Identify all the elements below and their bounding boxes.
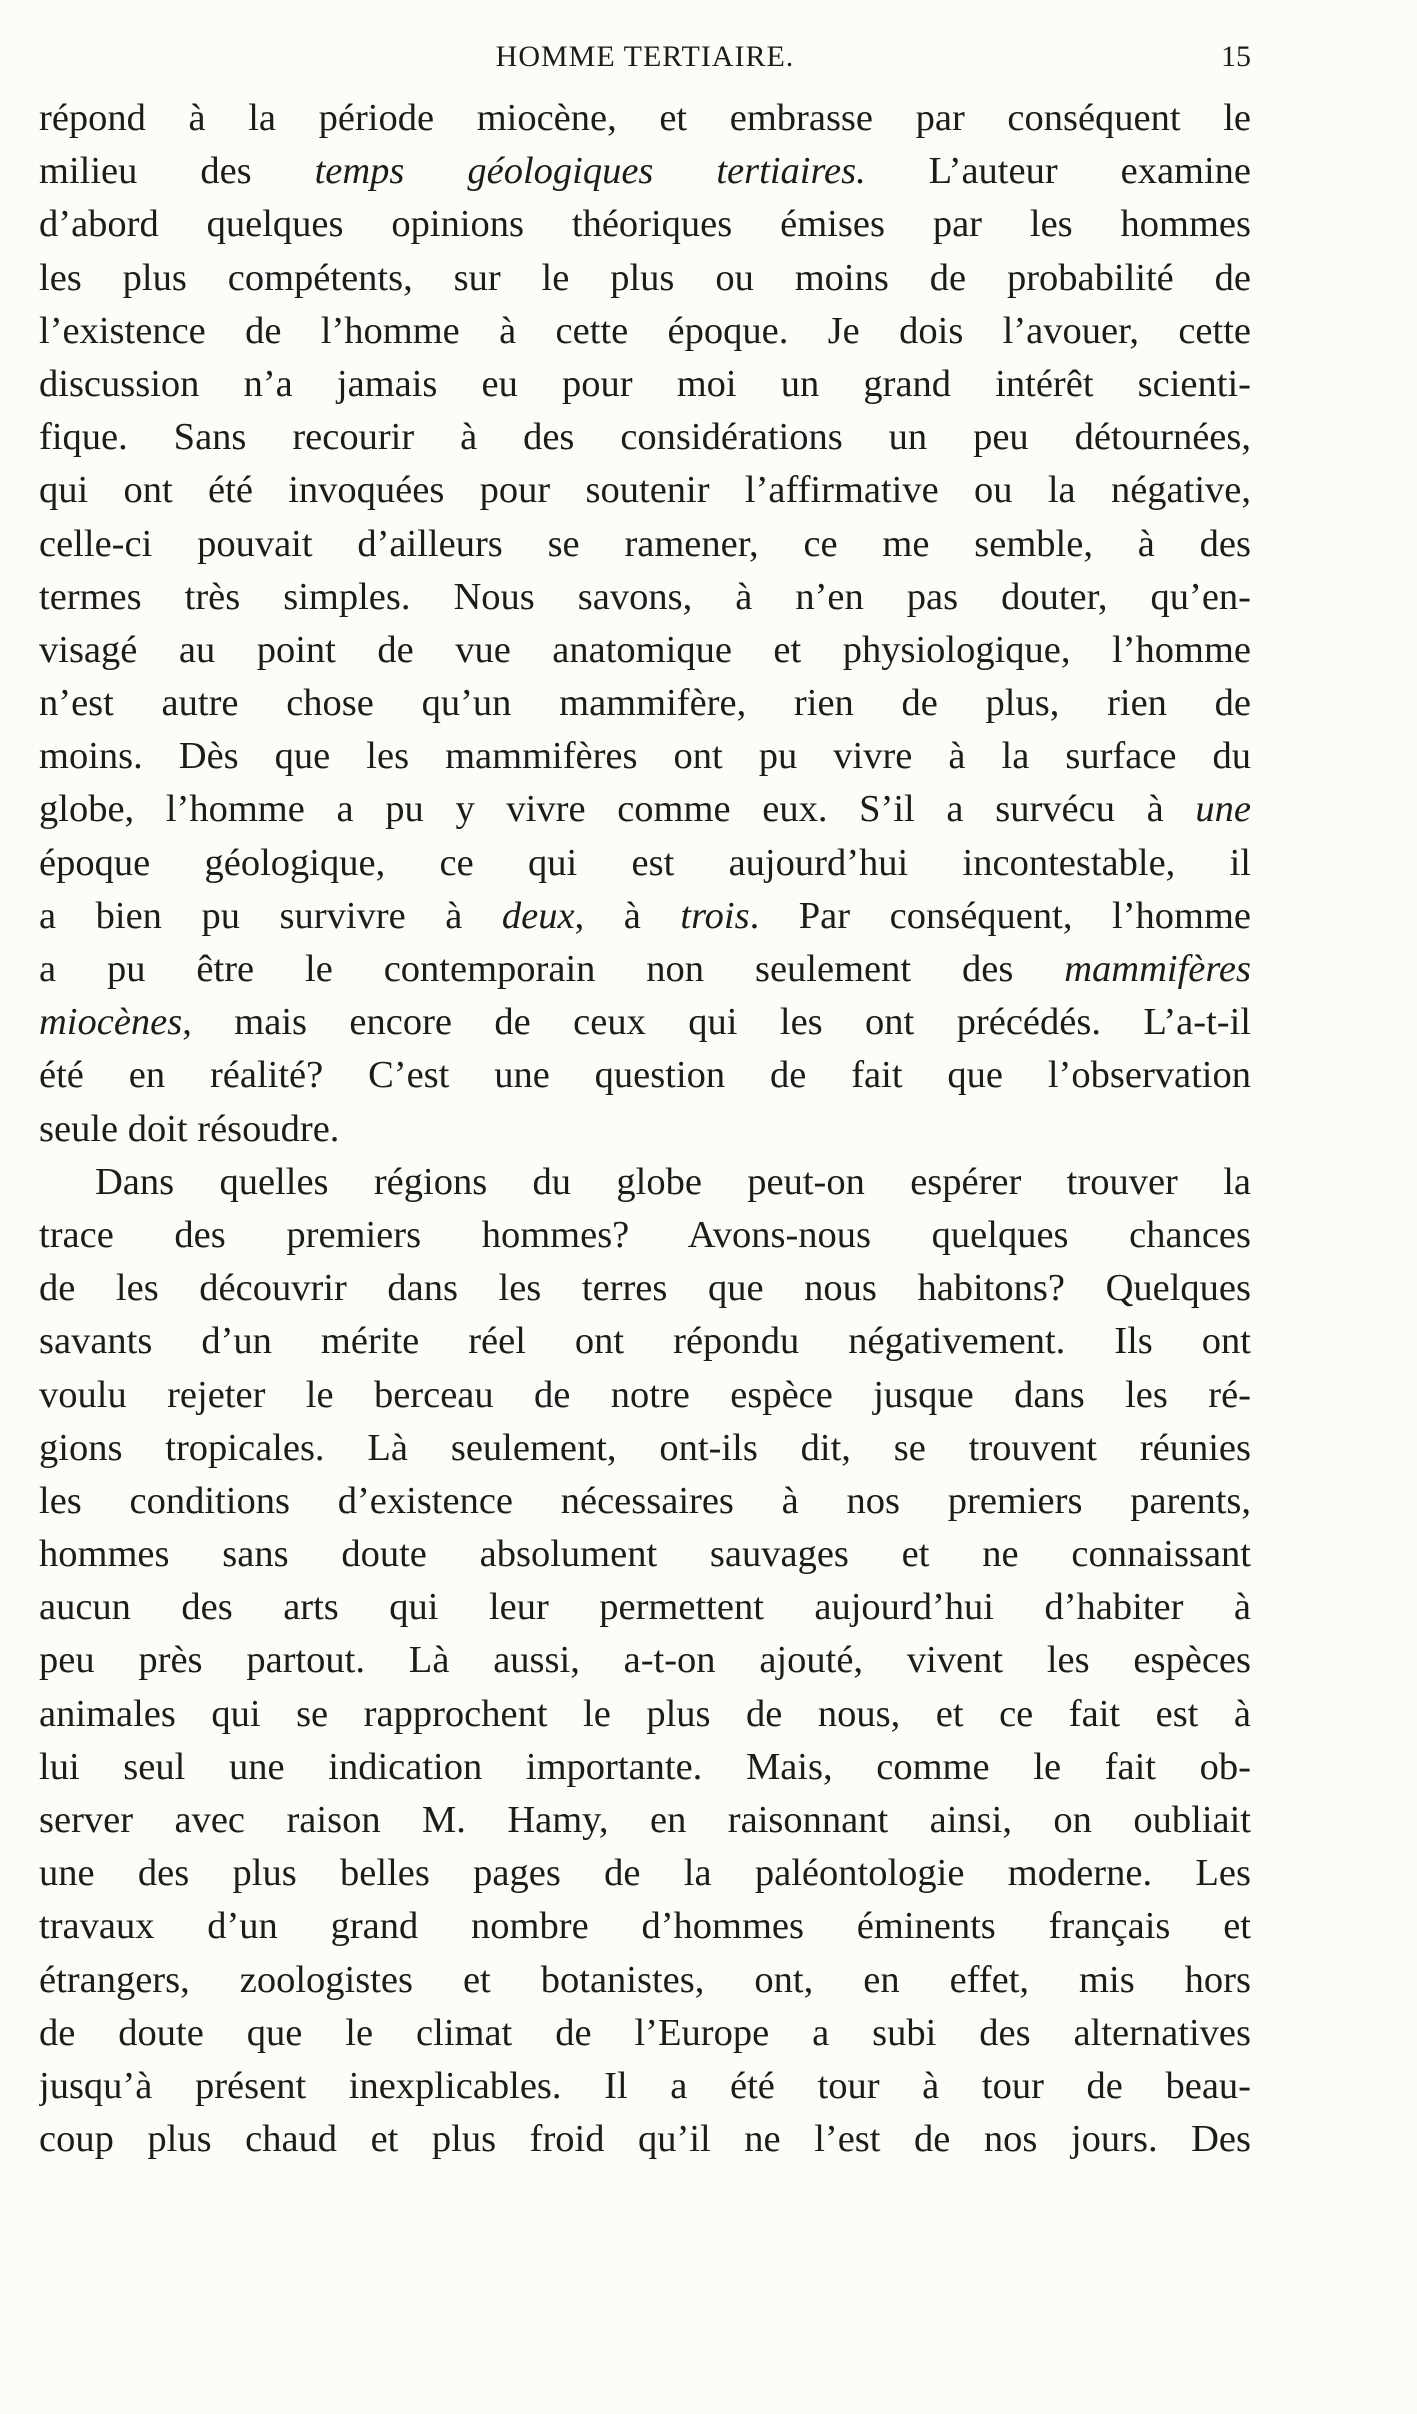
text-line <box>39 92 1251 145</box>
text-segment: moins. Dès que les mammifères ont pu vivre à la surface du <box>39 735 1251 778</box>
text-line <box>39 1049 1251 1102</box>
text-segment: peu près partout. Là aussi, a-t-on ajouté, vivent les espèces <box>39 1639 1251 1682</box>
text-line <box>39 1209 1251 1262</box>
text-segment: miocènes <box>39 1001 183 1044</box>
text-segment: a bien pu survivre à <box>39 894 502 937</box>
text-segment: une <box>1195 788 1251 831</box>
text-segment: server avec raison M. Hamy, en raisonnant ainsi, on oubliait <box>39 1799 1251 1841</box>
text-line <box>39 624 1251 677</box>
text-segment: n’est autre chose qu’un mammifère, rien de plus, rien de <box>39 682 1251 725</box>
text-line <box>39 305 1251 358</box>
text-line <box>39 783 1251 836</box>
text-segment: discussion n’a jamais eu pour moi un grand intérêt scienti- <box>39 362 1251 405</box>
text-line <box>39 411 1251 464</box>
text-segment: , à <box>574 894 681 937</box>
text-segment: lui seul une indication importante. Mais, comme le fait ob- <box>39 1745 1251 1788</box>
text-segment: Dans quelles régions du globe peut-on espérer trouver la <box>95 1160 1251 1203</box>
text-line <box>39 252 1251 305</box>
text-segment: L’auteur examine <box>865 150 1251 193</box>
text-segment: trois <box>680 894 750 937</box>
text-line <box>39 198 1251 251</box>
text-segment: trace des premiers hommes? Avons-nous quelques chances <box>39 1213 1251 1256</box>
text-line <box>39 2113 1251 2166</box>
text-segment: . Par conséquent, l’homme <box>749 894 1251 937</box>
text-segment: une des plus belles pages de la paléontologie moderne. Les <box>39 1852 1251 1895</box>
text-segment: mammifères <box>1064 948 1251 990</box>
text-segment: visagé au point de vue anatomique et physiologique, l’homme <box>39 628 1251 671</box>
text-line <box>39 1847 1251 1900</box>
text-segment: milieu des <box>39 150 315 193</box>
text-line <box>39 837 1251 890</box>
body-text <box>39 92 1251 2166</box>
text-line <box>39 358 1251 411</box>
page-number: 15 <box>1221 40 1251 73</box>
text-line <box>39 1794 1251 1847</box>
text-segment: été en réalité? C’est une question de fait que l’observation <box>39 1054 1251 1097</box>
text-segment: globe, l’homme a pu y vivre comme eux. S’il a survécu à <box>39 788 1196 831</box>
paragraph-1 <box>39 92 1251 1156</box>
text-segment: répond à la période miocène, et embrasse par conséquent le <box>39 97 1251 139</box>
text-line <box>39 1634 1251 1687</box>
text-segment: gions tropicales. Là seulement, ont-ils dit, se trouvent réunies <box>39 1426 1251 1469</box>
text-line <box>39 2060 1251 2113</box>
text-line <box>39 1528 1251 1581</box>
text-segment: les conditions d’existence nécessaires à nos premiers parents, <box>39 1479 1251 1522</box>
text-segment: termes très simples. Nous savons, à n’en pas douter, qu’en- <box>39 575 1251 618</box>
text-segment: les plus compétents, sur le plus ou moins de probabilité de <box>39 256 1251 299</box>
text-line <box>39 1103 1251 1156</box>
text-line <box>39 1422 1251 1475</box>
paragraph-2 <box>39 1156 1251 2167</box>
text-line <box>39 145 1251 198</box>
text-line <box>39 571 1251 624</box>
text-segment: d’abord quelques opinions théoriques émises par les hommes <box>39 203 1251 246</box>
text-line <box>39 996 1251 1049</box>
text-line <box>39 730 1251 783</box>
text-segment: animales qui se rapprochent le plus de nous, et ce fait est à <box>39 1692 1251 1735</box>
text-line <box>39 1954 1251 2007</box>
text-segment: voulu rejeter le berceau de notre espèce jusque dans les ré- <box>39 1373 1251 1416</box>
text-segment: celle-ci pouvait d’ailleurs se ramener, ce me semble, à des <box>39 522 1251 565</box>
text-line <box>39 2007 1251 2060</box>
text-segment: temps géologiques tertiaires. <box>314 150 866 193</box>
text-line <box>39 677 1251 730</box>
text-segment: époque géologique, ce qui est aujourd’hui incontestable, il <box>39 841 1251 884</box>
text-segment: , mais encore de ceux qui les ont précédés. L’a-t-il <box>182 1001 1251 1044</box>
text-line <box>39 890 1251 943</box>
text-segment: a pu être le contemporain non seulement des <box>39 948 1065 990</box>
text-segment: hommes sans doute absolument sauvages et ne connaissant <box>39 1533 1251 1576</box>
text-line <box>39 1369 1251 1422</box>
text-line <box>39 1315 1251 1368</box>
text-line <box>39 943 1251 996</box>
text-line <box>39 1156 1251 1209</box>
text-segment: étrangers, zoologistes et botanistes, ont, en effet, mis hors <box>39 1958 1251 2001</box>
text-segment: jusqu’à présent inexplicables. Il a été tour à tour de beau- <box>39 2064 1251 2107</box>
text-segment: savants d’un mérite réel ont répondu négativement. Ils ont <box>39 1320 1251 1363</box>
text-segment: de doute que le climat de l’Europe a subi des alternatives <box>39 2011 1251 2054</box>
text-line <box>39 1688 1251 1741</box>
text-line <box>39 1262 1251 1315</box>
running-head <box>39 36 1251 76</box>
text-line <box>39 464 1251 517</box>
text-segment: aucun des arts qui leur permettent aujourd’hui d’habiter à <box>39 1586 1251 1629</box>
text-segment: travaux d’un grand nombre d’hommes éminents français et <box>39 1905 1251 1948</box>
running-title: HOMME TERTIAIRE. <box>495 40 795 73</box>
text-line <box>39 1475 1251 1528</box>
text-segment: seule doit résoudre. <box>39 1107 340 1150</box>
text-line <box>39 1741 1251 1794</box>
text-segment: qui ont été invoquées pour soutenir l’affirmative ou la négative, <box>39 469 1251 512</box>
text-segment: l’existence de l’homme à cette époque. Je dois l’avouer, cette <box>39 309 1251 352</box>
text-segment: fique. Sans recourir à des considérations un peu détournées, <box>39 416 1251 459</box>
text-line <box>39 1900 1251 1953</box>
text-segment: de les découvrir dans les terres que nous habitons? Quelques <box>39 1267 1251 1310</box>
text-line <box>39 1581 1251 1634</box>
text-line <box>39 518 1251 571</box>
text-segment: coup plus chaud et plus froid qu’il ne l’est de nos jours. Des <box>39 2118 1251 2161</box>
text-segment: deux <box>501 894 575 937</box>
